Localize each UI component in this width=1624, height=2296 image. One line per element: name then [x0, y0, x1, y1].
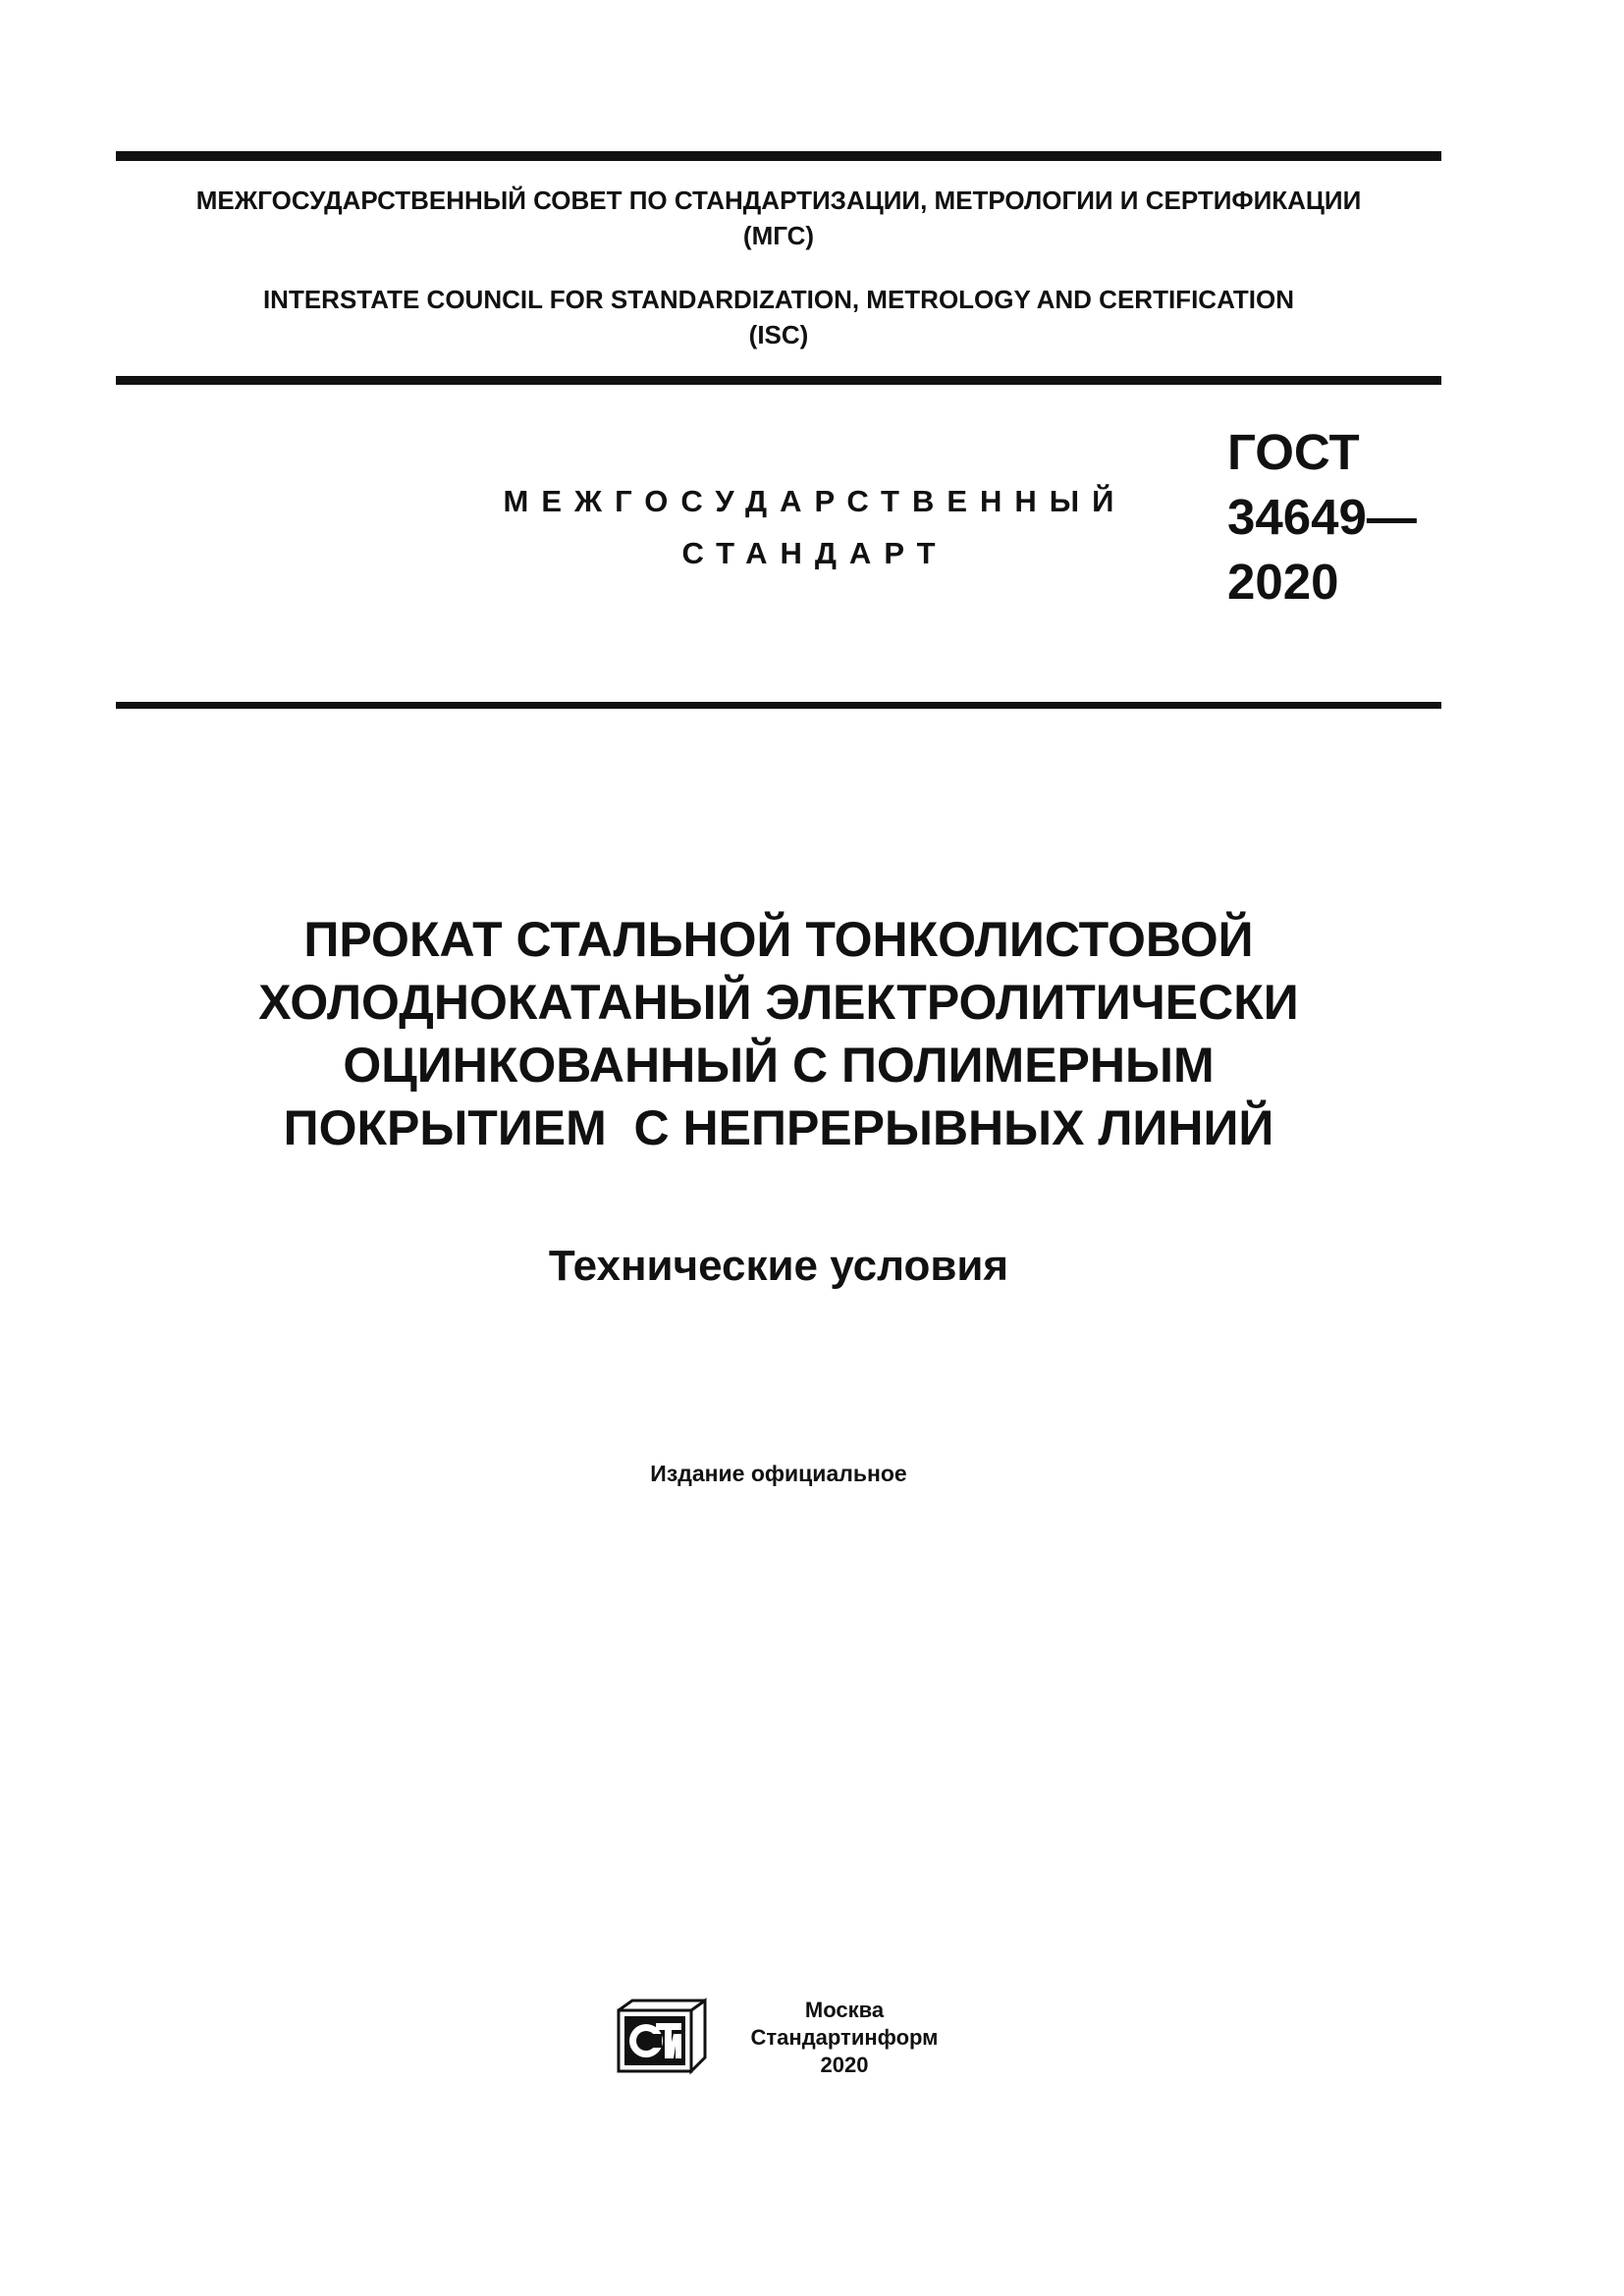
publisher-city: Москва [804, 1998, 885, 2022]
designation-number: 34649— [1227, 489, 1417, 545]
publisher-info [717, 1997, 972, 2079]
standartinform-logo-icon [617, 1997, 709, 2075]
document-title [116, 908, 1441, 1159]
standard-type-line1: МЕЖГОСУДАРСТВЕННЫЙ [503, 484, 1127, 518]
title-line: ПОКРЫТИЕМ С НЕПРЕРЫВНЫХ ЛИНИЙ [283, 1100, 1274, 1155]
middle-divider [116, 376, 1441, 385]
standard-type-line2: СТАНДАРТ [681, 536, 948, 570]
standard-designation [1227, 420, 1417, 614]
document-subtitle: Технические условия [548, 1242, 1009, 1290]
publisher-year: 2020 [820, 2053, 869, 2077]
top-divider [116, 151, 1441, 161]
council-name-ru-text: МЕЖГОСУДАРСТВЕННЫЙ СОВЕТ ПО СТАНДАРТИЗАЦИИ, МЕТРОЛОГИИ И СЕРТИФИКАЦИИ [195, 186, 1362, 215]
council-name-ru [116, 183, 1441, 253]
edition-note: Издание официальное [650, 1461, 907, 1486]
title-line: ПРОКАТ СТАЛЬНОЙ ТОНКОЛИСТОВОЙ [303, 912, 1254, 967]
council-abbr-en: (ISC) [748, 320, 809, 349]
designation-prefix: ГОСТ [1227, 424, 1360, 480]
publisher-name: Стандартинформ [750, 2025, 939, 2050]
council-abbr-ru: (МГС) [742, 221, 815, 250]
title-line: ХОЛОДНОКАТАНЫЙ ЭЛЕКТРОЛИТИЧЕСКИ [258, 975, 1299, 1030]
title-line: ОЦИНКОВАННЫЙ С ПОЛИМЕРНЫМ [343, 1038, 1215, 1093]
council-name-en-text: INTERSTATE COUNCIL FOR STANDARDIZATION, METROLOGY AND CERTIFICATION [262, 285, 1295, 314]
designation-year: 2020 [1227, 554, 1339, 610]
bottom-divider [116, 702, 1441, 709]
standard-type-label [383, 475, 1247, 579]
council-name-en [116, 282, 1441, 352]
